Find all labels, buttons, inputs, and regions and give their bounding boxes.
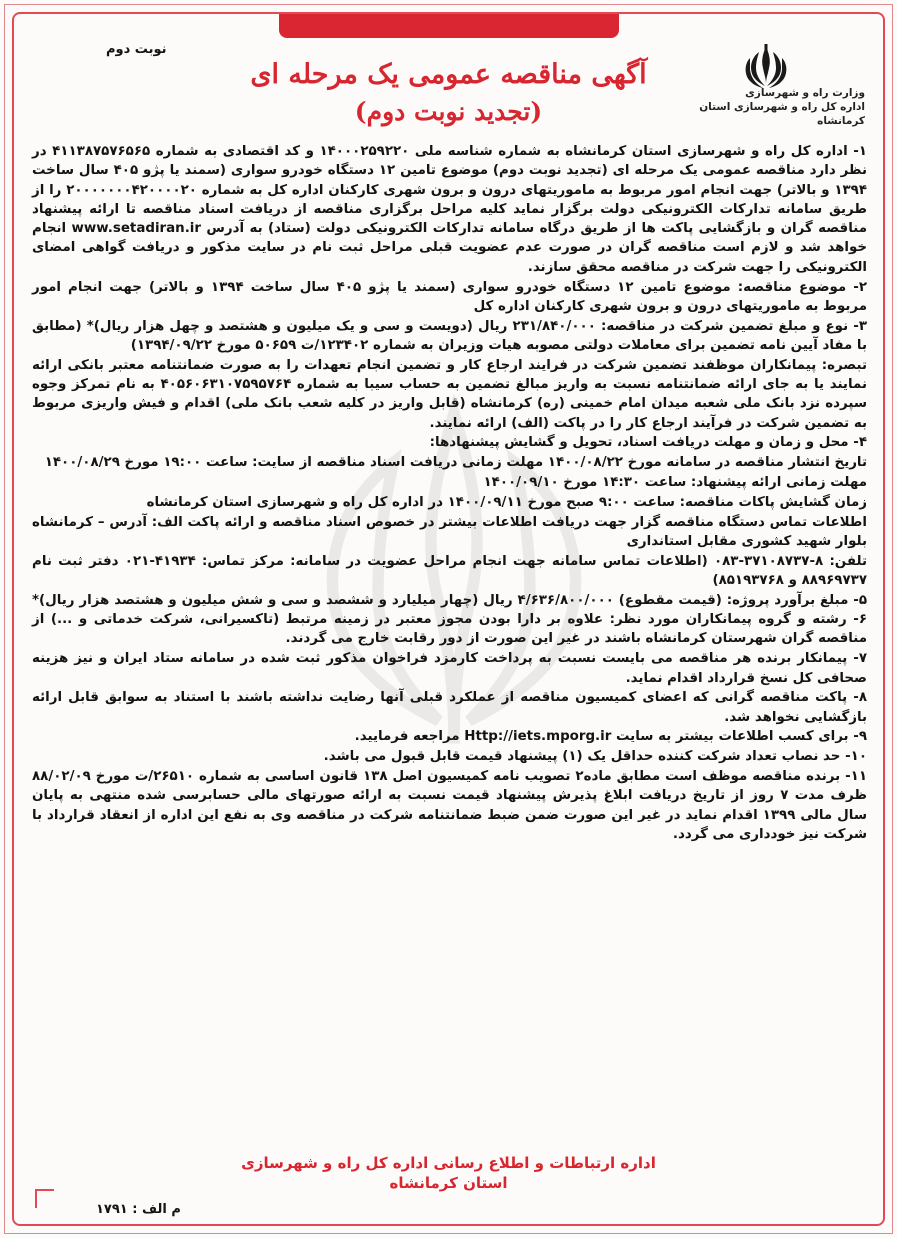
paragraph: تاریخ انتشار مناقصه در سامانه مورخ ۱۴۰۰/۰۸/۲۲ مهلت زمانی دریافت اسناد مناقصه از سایت: ساعت ۱۹:۰۰ مورخ ۱۴۰۰/۰۸/۲۹ [44, 455, 867, 471]
notice-page [12, 12, 885, 1226]
paragraph: تبصره: پیمانکاران موظفند تضمین شرکت در فرایند ارجاع کار و تضمین انجام تعهدات را به صورت ضمانتنامه معتبر بانکی ارائه نمایند یا به جای ارائه ضمانتنامه نسبت به واریز مبالغ تضمین به حساب سیبا به شماره ۴۰۵۶۰۶۳۱۰۷۵۹۵۷۶۴ به نام تمرکز وجوه سپرده نزد بانک ملی شعبه میدان امام خمینی (ره) کرمانشاه (قابل واریز در کلیه شعب بانک ملی) اقدام و فیش واریزی مربوط به تضمین شرکت در فرآیند ارجاع کار را در پاکت (الف) ارائه نمایند. [32, 357, 867, 431]
paragraph: ۱۰- حد نصاب تعداد شرکت کننده حداقل یک (۱) پیشنهاد قیمت قابل قبول می باشد. [323, 749, 867, 765]
paragraph: ۷- پیمانکار برنده هر مناقصه می بایست نسبت به پرداخت کارمزد فراخوان مذکور ثبت شده در سامانه ستاد ایران و نیز هزینه صحافی کل نسخ قرارداد اقدام نماید. [32, 651, 867, 686]
org-name: اداره کل راه و شهرسازی استان کرمانشاه [699, 101, 865, 127]
top-ribbon [279, 12, 619, 38]
page-title: آگهی مناقصه عمومی یک مرحله ای [250, 59, 647, 90]
paragraph: اطلاعات تماس دستگاه مناقصه گزار جهت دریافت اطلاعات بیشتر در خصوص اسناد مناقصه و ارائه پاکت الف: آدرس – کرمانشاه بلوار شهید کشوری مقابل استانداری [32, 514, 867, 549]
round-tag: نوبت دوم [106, 42, 167, 57]
footer-office: اداره ارتباطات و اطلاع رسانی اداره کل راه و شهرسازی [241, 1154, 656, 1172]
paragraph: مهلت زمانی ارائه پیشنهاد: ساعت ۱۴:۳۰ مورخ ۱۴۰۰/۰۹/۱۰ [483, 475, 867, 491]
footer-province: استان کرمانشاه [389, 1174, 508, 1192]
ministry-name: وزارت راه و شهرسازی [745, 87, 865, 99]
paragraph: ۱- اداره کل راه و شهرسازی استان کرمانشاه به شماره شناسه ملی ۱۴۰۰۰۲۵۹۲۲۰ و کد اقتصادی به شماره ۴۱۱۳۸۷۵۷۶۵۶۵ در نظر دارد مناقصه عمومی یک مرحله ای (تجدید نوبت دوم) موضوع تامین ۱۲ دستگاه خودرو سواری (سمند یا پژو ۴۰۵ سال ساخت ۱۳۹۴ و بالاتر) جهت انجام امور مربوط به ماموریتهای درون و برون شهری کارکنان اداره کل به شماره ۲۰۰۰۰۰۰۰۴۲۰۰۰۰۲۰ را از طریق سامانه تدارکات الکترونیکی دولت برگزار نماید کلیه مراحل برگزاری مناقصه از دریافت اسناد مناقصه تا ارائه پیشنهاد مناقصه گران و بازگشایی پاکت ها از طریق درگاه سامانه تدارکات الکترونیکی دولت (ستاد) به آدرس www.setadiran.ir انجام خواهد شد و لازم است مناقصه گران در صورت عدم عضویت قبلی مراحل ثبت نام در سایت مذکور و دریافت گواهی امضای الکترونیکی را جهت شرکت در مناقصه محقق سازند. [32, 144, 868, 275]
paragraph: ۱۱- برنده مناقصه موظف است مطابق ماده۲ تصویب نامه کمیسیون اصل ۱۳۸ قانون اساسی به شماره ۲۶۵۱۰/ت مورخ ۸۸/۰۲/۰۹ ظرف مدت ۷ روز از تاریخ دریافت ابلاغ پذیرش پیشنهاد قیمت نسبت به ارائه صورتهای مالی حسابرسی شده منتهی به پایان سال مالی ۱۳۹۹ اقدام نماید در غیر این صورت ضمن ضبط ضمانتنامه شرکت در مناقصه وی به نفع این اداره از انعقاد قرارداد با شرکت نیز خودداری می گردد. [32, 769, 867, 842]
page-subtitle: (تجدید نوبت دوم) [354, 97, 543, 126]
paragraph: ۹- برای کسب اطلاعات بیشتر به سایت Http://iets.mporg.ir مراجعه فرمایید. [354, 729, 867, 745]
corner-ornament-icon [34, 1188, 58, 1210]
paragraph: ۸- پاکت مناقصه گرانی که اعضای کمیسیون مناقصه از عملکرد قبلی آنها رضایت نداشته باشند با استناد به سوابق قابل ارائه بازگشایی نخواهد شد. [32, 690, 867, 725]
paragraph: تلفن: ۸-۳۷۱۰۸۷۳۷-۰۸۳ (اطلاعات تماس سامانه جهت انجام مراحل عضویت در سامانه: مرکز تماس: ۴۱۹۳۴-۰۲۱ دفتر ثبت نام ۸۸۹۶۹۷۳۷ و ۸۵۱۹۳۷۶۸) [32, 553, 867, 589]
paragraph: ۳- نوع و مبلغ تضمین شرکت در مناقصه: ۲۳۱/۸۴۰/۰۰۰ ریال (دویست و سی و یک میلیون و هشتصد و چهل هزار ریال)* (مطابق با مفاد آیین نامه تضمین برای معاملات دولتی مصوبه هیات وزیران به شماره ۱۲۳۴۰۲/ت ۵۰۶۵۹ مورخ ۱۳۹۴/۰۹/۲۲) [32, 318, 867, 353]
paragraph: زمان گشایش پاکات مناقصه: ساعت ۹:۰۰ صبح مورخ ۱۴۰۰/۰۹/۱۱ در اداره کل راه و شهرسازی استان کرمانشاه [146, 494, 867, 510]
paragraph: ۴- محل و زمان و مهلت دریافت اسناد، تحویل و گشایش پیشنهادها: [429, 435, 867, 451]
paragraph: ۲- موضوع مناقصه: موضوع تامین ۱۲ دستگاه خودرو سواری (سمند یا پژو ۴۰۵ سال ساخت ۱۳۹۴ و بالاتر) جهت انجام امور مربوط به ماموریتهای درون و برون شهری کارکنان اداره کل [32, 279, 867, 314]
notice-code: م الف : ۱۷۹۱ [96, 1202, 181, 1217]
notice-body [32, 142, 867, 845]
paragraph: ۵- مبلغ برآورد پروژه: (قیمت مقطوع) ۴/۶۳۶/۸۰۰/۰۰۰ ریال (چهار میلیارد و ششصد و سی و شش میلیون و هشتصد هزار ریال)* ۶- رشته و گروه پیمانکاران مورد نظر: علاوه بر دارا بودن مجوز معتبر در زمینه مرتبط (تاکسیرانی، شرکت خدماتی و ...) از مناقصه گران شهرستان کرمانشاه باشند در غیر این صورت از دور رقابت خارج می گردند. [32, 592, 867, 647]
